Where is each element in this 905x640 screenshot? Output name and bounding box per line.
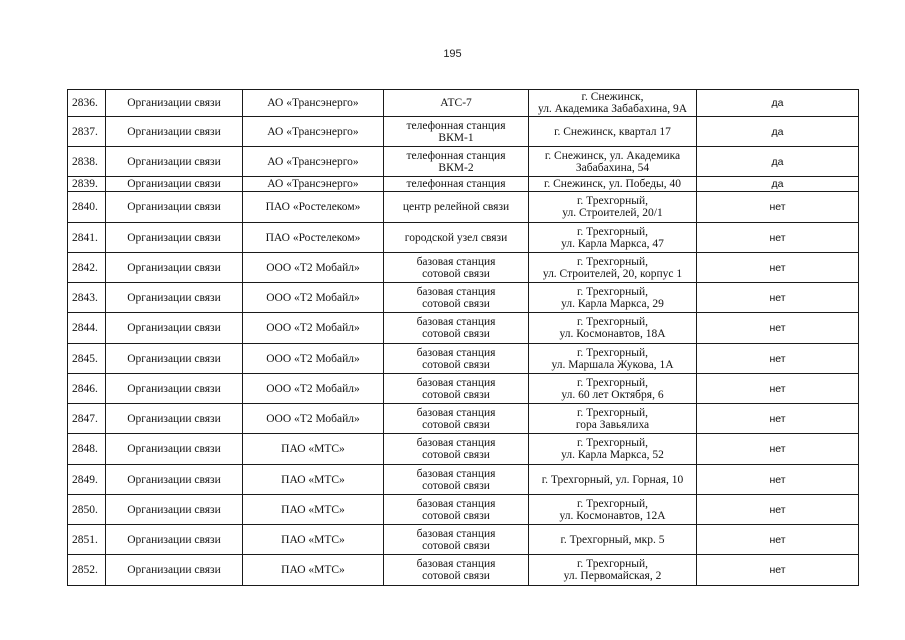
owner-cell: ПАО «МТС»: [243, 555, 384, 586]
row-number: 2846.: [68, 374, 106, 404]
row-number: 2840.: [68, 192, 106, 223]
row-number: 2839.: [68, 177, 106, 192]
category-cell: Организации связи: [106, 90, 243, 117]
table-row: [68, 283, 859, 313]
owner-cell: АО «Трансэнерго»: [243, 177, 384, 192]
flag-cell: да: [697, 90, 859, 117]
owner-cell: ПАО «МТС»: [243, 495, 384, 525]
row-number: 2837.: [68, 117, 106, 147]
address-cell: г. Снежинск, ул. Победы, 40: [529, 177, 697, 192]
address-cell: г. Снежинск, ул. Академика Забабахина, 9А: [529, 90, 697, 117]
table-row: [68, 192, 859, 223]
object-cell: базовая станция сотовой связи: [384, 374, 529, 404]
owner-cell: ООО «Т2 Мобайл»: [243, 404, 384, 434]
owner-cell: ООО «Т2 Мобайл»: [243, 344, 384, 374]
object-cell: базовая станция сотовой связи: [384, 253, 529, 283]
object-cell: АТС-7: [384, 90, 529, 117]
flag-cell: нет: [697, 434, 859, 465]
category-cell: Организации связи: [106, 313, 243, 344]
object-cell: базовая станция сотовой связи: [384, 404, 529, 434]
owner-cell: АО «Трансэнерго»: [243, 117, 384, 147]
owner-cell: ООО «Т2 Мобайл»: [243, 283, 384, 313]
flag-cell: нет: [697, 313, 859, 344]
table-row: [68, 404, 859, 434]
address-cell: г. Трехгорный, ул. Горная, 10: [529, 465, 697, 495]
flag-cell: нет: [697, 555, 859, 586]
table-row: [68, 434, 859, 465]
category-cell: Организации связи: [106, 434, 243, 465]
table-row: [68, 253, 859, 283]
object-cell: базовая станция сотовой связи: [384, 495, 529, 525]
flag-cell: нет: [697, 374, 859, 404]
owner-cell: ПАО «Ростелеком»: [243, 192, 384, 223]
table-row: [68, 117, 859, 147]
category-cell: Организации связи: [106, 555, 243, 586]
registry-table: [67, 89, 859, 586]
address-cell: г. Трехгорный, ул. 60 лет Октября, 6: [529, 374, 697, 404]
owner-cell: ПАО «МТС»: [243, 465, 384, 495]
object-cell: телефонная станция ВКМ-2: [384, 147, 529, 177]
row-number: 2850.: [68, 495, 106, 525]
table-row: [68, 495, 859, 525]
object-cell: базовая станция сотовой связи: [384, 555, 529, 586]
address-cell: г. Трехгорный, ул. Космонавтов, 18А: [529, 313, 697, 344]
row-number: 2836.: [68, 90, 106, 117]
object-cell: городской узел связи: [384, 223, 529, 253]
row-number: 2842.: [68, 253, 106, 283]
owner-cell: ООО «Т2 Мобайл»: [243, 313, 384, 344]
object-cell: базовая станция сотовой связи: [384, 283, 529, 313]
table-row: [68, 90, 859, 117]
address-cell: г. Трехгорный, ул. Космонавтов, 12А: [529, 495, 697, 525]
flag-cell: да: [697, 117, 859, 147]
row-number: 2852.: [68, 555, 106, 586]
category-cell: Организации связи: [106, 192, 243, 223]
address-cell: г. Снежинск, ул. Академика Забабахина, 54: [529, 147, 697, 177]
row-number: 2848.: [68, 434, 106, 465]
flag-cell: нет: [697, 223, 859, 253]
category-cell: Организации связи: [106, 344, 243, 374]
table-row: [68, 525, 859, 555]
flag-cell: да: [697, 147, 859, 177]
category-cell: Организации связи: [106, 147, 243, 177]
category-cell: Организации связи: [106, 374, 243, 404]
address-cell: г. Трехгорный, ул. Строителей, 20/1: [529, 192, 697, 223]
table-row: [68, 374, 859, 404]
owner-cell: ПАО «МТС»: [243, 525, 384, 555]
object-cell: базовая станция сотовой связи: [384, 313, 529, 344]
object-cell: базовая станция сотовой связи: [384, 525, 529, 555]
category-cell: Организации связи: [106, 177, 243, 192]
address-cell: г. Трехгорный, ул. Маршала Жукова, 1А: [529, 344, 697, 374]
owner-cell: ПАО «МТС»: [243, 434, 384, 465]
row-number: 2843.: [68, 283, 106, 313]
address-cell: г. Трехгорный, мкр. 5: [529, 525, 697, 555]
flag-cell: да: [697, 177, 859, 192]
flag-cell: нет: [697, 192, 859, 223]
flag-cell: нет: [697, 253, 859, 283]
row-number: 2844.: [68, 313, 106, 344]
table-row: [68, 177, 859, 192]
object-cell: телефонная станция ВКМ-1: [384, 117, 529, 147]
row-number: 2851.: [68, 525, 106, 555]
category-cell: Организации связи: [106, 525, 243, 555]
table-row: [68, 465, 859, 495]
address-cell: г. Трехгорный, ул. Карла Маркса, 29: [529, 283, 697, 313]
address-cell: г. Трехгорный, ул. Строителей, 20, корпус 1: [529, 253, 697, 283]
address-cell: г. Трехгорный, ул. Первомайская, 2: [529, 555, 697, 586]
table-row: [68, 313, 859, 344]
object-cell: центр релейной связи: [384, 192, 529, 223]
page-number: 195: [443, 48, 462, 60]
table-row: [68, 344, 859, 374]
category-cell: Организации связи: [106, 465, 243, 495]
flag-cell: нет: [697, 465, 859, 495]
flag-cell: нет: [697, 404, 859, 434]
owner-cell: АО «Трансэнерго»: [243, 90, 384, 117]
row-number: 2845.: [68, 344, 106, 374]
category-cell: Организации связи: [106, 223, 243, 253]
flag-cell: нет: [697, 283, 859, 313]
flag-cell: нет: [697, 344, 859, 374]
object-cell: телефонная станция: [384, 177, 529, 192]
row-number: 2847.: [68, 404, 106, 434]
owner-cell: ООО «Т2 Мобайл»: [243, 253, 384, 283]
address-cell: г. Трехгорный, гора Завьялиха: [529, 404, 697, 434]
owner-cell: ПАО «Ростелеком»: [243, 223, 384, 253]
owner-cell: ООО «Т2 Мобайл»: [243, 374, 384, 404]
object-cell: базовая станция сотовой связи: [384, 434, 529, 465]
category-cell: Организации связи: [106, 495, 243, 525]
row-number: 2841.: [68, 223, 106, 253]
table-row: [68, 147, 859, 177]
address-cell: г. Трехгорный, ул. Карла Маркса, 47: [529, 223, 697, 253]
flag-cell: нет: [697, 525, 859, 555]
address-cell: г. Снежинск, квартал 17: [529, 117, 697, 147]
category-cell: Организации связи: [106, 404, 243, 434]
category-cell: Организации связи: [106, 283, 243, 313]
row-number: 2838.: [68, 147, 106, 177]
object-cell: базовая станция сотовой связи: [384, 465, 529, 495]
address-cell: г. Трехгорный, ул. Карла Маркса, 52: [529, 434, 697, 465]
category-cell: Организации связи: [106, 253, 243, 283]
category-cell: Организации связи: [106, 117, 243, 147]
table-row: [68, 223, 859, 253]
flag-cell: нет: [697, 495, 859, 525]
owner-cell: АО «Трансэнерго»: [243, 147, 384, 177]
table-row: [68, 555, 859, 586]
row-number: 2849.: [68, 465, 106, 495]
object-cell: базовая станция сотовой связи: [384, 344, 529, 374]
